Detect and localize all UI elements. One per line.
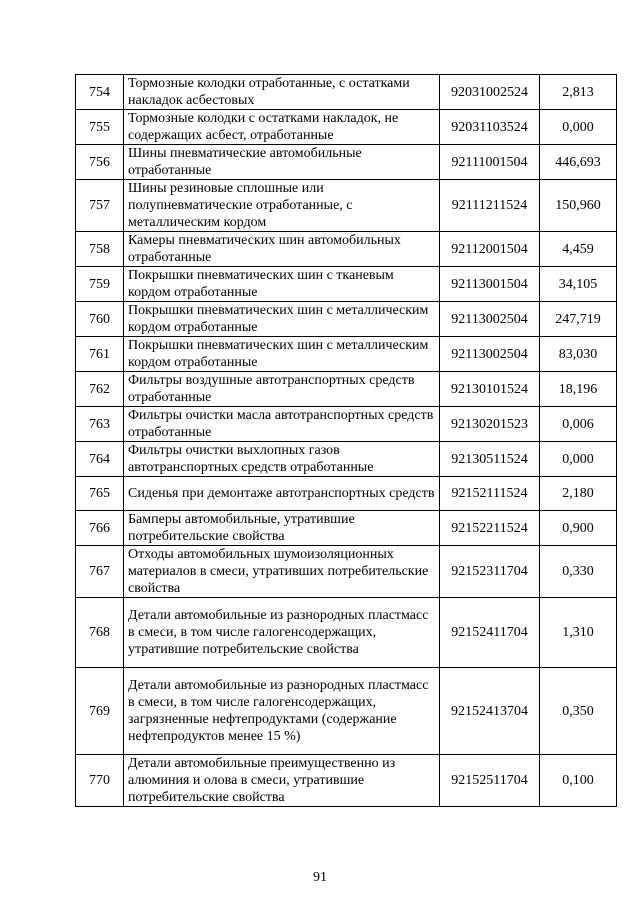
table-row [76, 511, 617, 546]
table-row [76, 267, 617, 302]
waste-amount-cell: 0,100 [540, 755, 617, 807]
waste-description-cell: Детали автомобильные из разнородных пластмасс в смеси, в том числе галогенсодержащих, загрязненные нефтепродуктами (содержание нефтепродуктов менее 15 %) [124, 668, 440, 755]
waste-code-cell: 92130201523 [440, 407, 540, 442]
waste-amount-cell: 18,196 [540, 372, 617, 407]
waste-description-cell: Фильтры очистки масла автотранспортных средств отработанные [124, 407, 440, 442]
table-row [76, 668, 617, 755]
waste-amount-cell: 150,960 [540, 180, 617, 232]
waste-amount-cell: 0,350 [540, 668, 617, 755]
waste-description-cell: Покрышки пневматических шин с тканевым кордом отработанные [124, 267, 440, 302]
waste-code-cell: 92152111524 [440, 477, 540, 511]
row-number-cell: 763 [76, 407, 124, 442]
row-number-cell: 758 [76, 232, 124, 267]
row-number-cell: 754 [76, 75, 124, 110]
row-number-cell: 766 [76, 511, 124, 546]
waste-amount-cell: 247,719 [540, 302, 617, 337]
waste-description-cell: Фильтры воздушные автотранспортных средств отработанные [124, 372, 440, 407]
table-row [76, 755, 617, 807]
row-number-cell: 769 [76, 668, 124, 755]
row-number-cell: 767 [76, 546, 124, 598]
row-number-cell: 759 [76, 267, 124, 302]
waste-amount-cell: 0,000 [540, 442, 617, 477]
waste-amount-cell: 0,330 [540, 546, 617, 598]
waste-description-cell: Шины резиновые сплошные или полупневматические отработанные, с металлическим кордом [124, 180, 440, 232]
waste-amount-cell: 1,310 [540, 598, 617, 668]
waste-code-cell: 92112001504 [440, 232, 540, 267]
waste-amount-cell: 0,000 [540, 110, 617, 145]
table-row [76, 75, 617, 110]
row-number-cell: 761 [76, 337, 124, 372]
row-number-cell: 770 [76, 755, 124, 807]
waste-description-cell: Камеры пневматических шин автомобильных отработанные [124, 232, 440, 267]
waste-code-cell: 92111211524 [440, 180, 540, 232]
table-row [76, 110, 617, 145]
table-row [76, 442, 617, 477]
waste-description-cell: Сиденья при демонтаже автотранспортных средств [124, 477, 440, 511]
table-row [76, 232, 617, 267]
table-row [76, 546, 617, 598]
waste-code-cell: 92113002504 [440, 302, 540, 337]
waste-code-cell: 92031002524 [440, 75, 540, 110]
waste-description-cell: Отходы автомобильных шумоизоляционных материалов в смеси, утративших потребительские свойства [124, 546, 440, 598]
waste-description-cell: Тормозные колодки с остатками накладок, не содержащих асбест, отработанные [124, 110, 440, 145]
waste-table-container [75, 74, 616, 807]
row-number-cell: 764 [76, 442, 124, 477]
waste-code-cell: 92111001504 [440, 145, 540, 180]
waste-amount-cell: 83,030 [540, 337, 617, 372]
waste-amount-cell: 2,813 [540, 75, 617, 110]
row-number-cell: 756 [76, 145, 124, 180]
waste-amount-cell: 4,459 [540, 232, 617, 267]
page-number: 91 [313, 870, 327, 885]
waste-description-cell: Бамперы автомобильные, утратившие потребительские свойства [124, 511, 440, 546]
waste-amount-cell: 446,693 [540, 145, 617, 180]
waste-code-cell: 92113002504 [440, 337, 540, 372]
row-number-cell: 762 [76, 372, 124, 407]
waste-description-cell: Детали автомобильные из разнородных пластмасс в смеси, в том числе галогенсодержащих, утратившие потребительские свойства [124, 598, 440, 668]
table-row [76, 145, 617, 180]
waste-amount-cell: 0,006 [540, 407, 617, 442]
waste-code-cell: 92130101524 [440, 372, 540, 407]
table-row [76, 372, 617, 407]
waste-code-cell: 92152511704 [440, 755, 540, 807]
waste-code-cell: 92152211524 [440, 511, 540, 546]
row-number-cell: 765 [76, 477, 124, 511]
row-number-cell: 768 [76, 598, 124, 668]
waste-description-cell: Покрышки пневматических шин с металлическим кордом отработанные [124, 302, 440, 337]
waste-description-cell: Шины пневматические автомобильные отработанные [124, 145, 440, 180]
waste-amount-cell: 34,105 [540, 267, 617, 302]
table-row [76, 180, 617, 232]
waste-amount-cell: 0,900 [540, 511, 617, 546]
row-number-cell: 760 [76, 302, 124, 337]
waste-code-cell: 92130511524 [440, 442, 540, 477]
waste-description-cell: Покрышки пневматических шин с металлическим кордом отработанные [124, 337, 440, 372]
waste-code-cell: 92113001504 [440, 267, 540, 302]
waste-table-body [76, 75, 617, 807]
table-row [76, 598, 617, 668]
waste-description-cell: Фильтры очистки выхлопных газов автотранспортных средств отработанные [124, 442, 440, 477]
table-row [76, 302, 617, 337]
waste-description-cell: Детали автомобильные преимущественно из алюминия и олова в смеси, утратившие потребительские свойства [124, 755, 440, 807]
table-row [76, 407, 617, 442]
waste-code-cell: 92152311704 [440, 546, 540, 598]
waste-code-cell: 92152411704 [440, 598, 540, 668]
row-number-cell: 757 [76, 180, 124, 232]
row-number-cell: 755 [76, 110, 124, 145]
waste-amount-cell: 2,180 [540, 477, 617, 511]
waste-code-cell: 92152413704 [440, 668, 540, 755]
waste-description-cell: Тормозные колодки отработанные, с остатками накладок асбестовых [124, 75, 440, 110]
waste-table [75, 74, 617, 807]
table-row [76, 477, 617, 511]
waste-code-cell: 92031103524 [440, 110, 540, 145]
table-row [76, 337, 617, 372]
